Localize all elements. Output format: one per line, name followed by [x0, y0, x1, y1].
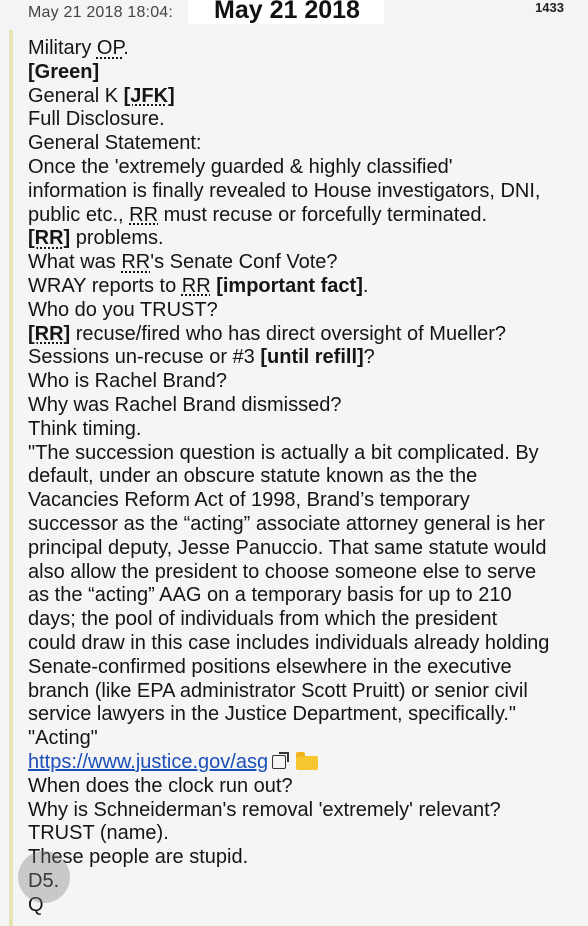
text: public etc., — [28, 203, 130, 226]
bold-text: [RR] — [28, 322, 71, 345]
text: Military — [28, 37, 97, 59]
post-timestamp: May 21 2018 18:04: — [28, 4, 174, 21]
post-header — [0, 0, 588, 30]
quote-line: also allow the president to choose someone else to serve — [28, 560, 537, 583]
text: recuse/fired who has direct oversight of Mueller? — [70, 322, 506, 345]
text: General K — [28, 84, 124, 107]
body-line — [28, 85, 584, 109]
body-line — [28, 204, 584, 228]
body-line: TRUST (name). — [28, 822, 169, 845]
body-line: Who is Rachel Brand? — [28, 370, 227, 393]
body-line — [28, 275, 584, 299]
link-line — [28, 751, 584, 775]
quote-line: default, under an obscure statute known as the the — [28, 465, 478, 488]
text: . — [362, 274, 369, 297]
quote-line: "The succession question is actually a bit complicated. By — [28, 441, 539, 464]
body-line: Who do you TRUST? — [28, 298, 218, 321]
text: . — [123, 37, 129, 59]
quote-line: could draw in this case includes individuals already holding — [28, 631, 550, 654]
date-banner-text: May 21 2018 — [214, 0, 360, 24]
quote-line: days; the pool of individuals from which the president — [28, 608, 498, 631]
signature: Q — [28, 893, 44, 916]
body-line: Full Disclosure. — [28, 108, 165, 131]
body-line: information is finally revealed to House investigators, DNI, — [28, 179, 541, 202]
quote-line: branch (like EPA administrator Scott Pruitt) or senior civil — [28, 679, 528, 702]
quote-line: as the “acting” AAG on a temporary basis for up to 210 — [28, 584, 512, 607]
body-line: D5. — [28, 869, 60, 892]
body-line — [28, 323, 584, 347]
body-line — [28, 37, 584, 61]
text: must recuse or forcefully terminated. — [158, 203, 488, 226]
bold-text: [JFK] — [123, 84, 175, 107]
quote-line: service lawyers in the Justice Department, specifically." — [28, 703, 517, 726]
underlined-text: RR — [129, 203, 159, 226]
folder-icon[interactable] — [296, 756, 318, 770]
quote-line: Vacancies Reform Act of 1998, Brand’s temporary — [28, 489, 470, 512]
body-line: General Statement: — [28, 132, 202, 155]
floating-touch-button[interactable] — [18, 851, 70, 903]
body-line: Think timing. — [28, 417, 142, 440]
underlined-text: RR — [121, 251, 151, 274]
date-banner — [188, 0, 384, 24]
body-line: [Green] — [28, 60, 100, 83]
post-left-border — [9, 0, 13, 926]
quote-line: successor as the “acting” associate attorney general is her — [28, 512, 545, 535]
post-number: 1433 — [535, 0, 564, 15]
body-line: These people are stupid. — [28, 846, 249, 869]
bold-text: [important fact] — [210, 274, 363, 297]
bold-text: [RR] — [28, 227, 71, 250]
text: What was — [28, 251, 122, 274]
external-link-icon[interactable] — [272, 755, 286, 769]
body-line: Why was Rachel Brand dismissed? — [28, 393, 342, 416]
text: problems. — [70, 227, 164, 250]
text: 's Senate Conf Vote? — [150, 251, 338, 274]
body-line — [28, 346, 584, 370]
body-line: Why is Schneiderman's removal 'extremely' relevant? — [28, 798, 501, 821]
post-body — [28, 37, 584, 917]
body-line — [28, 251, 584, 275]
text: WRAY reports to — [28, 274, 182, 297]
underlined-text: RR — [181, 274, 211, 297]
quote-line: principal deputy, Jesse Panuccio. That same statute would — [28, 536, 547, 559]
underlined-text: OP — [96, 37, 124, 59]
text: Sessions un-recuse or #3 — [28, 346, 261, 369]
text: ? — [363, 346, 375, 369]
body-line — [28, 227, 584, 251]
body-line: "Acting" — [28, 727, 98, 750]
body-line: Once the 'extremely guarded & highly classified' — [28, 155, 453, 178]
body-line: When does the clock run out? — [28, 774, 293, 797]
bold-text: [until refill] — [260, 346, 364, 369]
quote-line: Senate-confirmed positions elsewhere in the executive — [28, 655, 512, 678]
justice-gov-link[interactable]: https://www.justice.gov/asg — [28, 750, 269, 773]
